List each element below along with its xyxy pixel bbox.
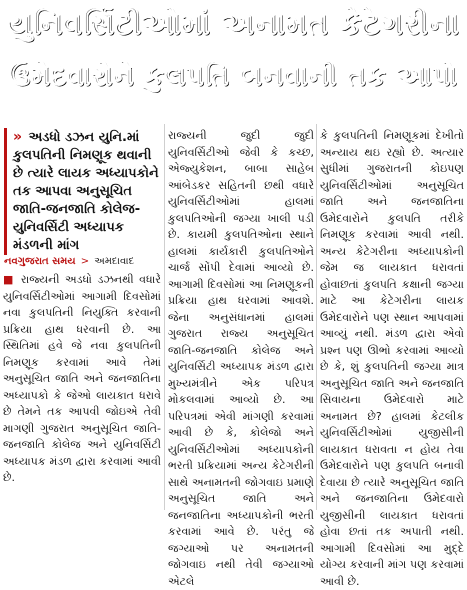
headline-line-1: યુનિવર્સિટીઓમાં અનામત કેટેગરીના xyxy=(7,7,460,42)
deck-summary xyxy=(4,128,163,255)
article-column-1 xyxy=(3,272,161,510)
byline xyxy=(4,256,162,267)
deck-text: અડધો ડઝન યુનિ.માં કુલપતિની નિમણૂક થવાની છે ત્યારે લાયક અધ્યાપકોને તક આપવા અનુસૂચિત જાતિ-જનજાતિ કોલેજ-યુનિવર્સિટી અધ્યાપક મંડળની માંગ xyxy=(13,130,159,253)
bullet-icon: ■ xyxy=(3,273,16,286)
column-3-text: કે કુલપતિની નિમણૂકમાં દેખીતો અન્યાય થઇ રહ્યો છે. અત્યાર સુધીમાં ગુજરાતની કોઇપણ યુનિવર્સિટીઓમાં અનુસૂચિત જાતિ અને જનજાતિના ઉમેદવારોને કુલપતિ તરીકે નિમણૂક કરવામાં આવી નથી. અન્ય કેટેગરીના અધ્યાપકોની જેમ જ લાયકાત ધરાવતાં હોવાછતાં કુલપતિ કક્ષાની જગ્યા માટે આ કેટેગરીના લાયક ઉમેદવારોને પણ સ્થાન આપવામાં આવ્યું નથી. મંડળ દ્વારા એવો પ્રશ્ન પણ ઊભો કરવામાં આવ્યો છે કે, શું કુલપતિની જગ્યા માત્ર અનુસૂચિત જાતિ અને જનજાતિ સિવાયના ઉમેદવારો માટે અનામત છે? હાલમાં કેટલીક યુનિવર્સિટીઓમાં યુજીસીની લાયકાત ધરાવતા ન હોય તેવા ઉમેદવારોને પણ કુલપતિ બનાવી દેવાયા છે ત્યારે અનુસૂચિત જાતિ અને જનજાતિના ઉમેદવારો યુજીસીની લાયકાત ધરાવતાં હોવા છતાં તક અપાતી નથી. આગામી દિવસોમાં આ મુદ્દે યોગ્ય કરવાની માંગ પણ કરવામાં આવી છે. xyxy=(320,129,464,588)
column-divider xyxy=(164,124,165,510)
article-column-2 xyxy=(168,128,314,588)
byline-brand: નવગુજરાત સમય xyxy=(4,256,76,267)
column-divider xyxy=(316,124,317,510)
headline xyxy=(2,2,465,100)
article-column-3 xyxy=(320,128,464,588)
headline-line-2: ઉમેદવારોને કુલપતિ બનવાની તક આપો xyxy=(9,61,458,92)
column-2-text: રાજ્યની જુદી જુદી યુનિવર્સિટીઓ જેવી કે કચ્છ, એજ્યુકેશન, બાબા સાહેબ આંબેડકર સહિતની છથી વધારે યુનિવર્સિટીઓમાં હાલમાં કુલપતિઓની જગ્યા ખાલી પડી છે. કાયમી કુલપતિઓના સ્થાને હાલમાં કાર્યકારી કુલપતિઓને ચાર્જ સોંપી દેવામાં આવ્યો છે. આગામી દિવસોમાં આ નિમણૂકની પ્રક્રિયા હાથ ધરવામાં આવશે. જેના અનુસંધાનમાં હાલમાં ગુજરાત રાજ્ય અનુસૂચિત જાતિ-જનજાતિ કોલેજ અને યુનિવર્સિટી અધ્યાપક મંડળ દ્વારા મુખ્યમંત્રીને એક પરિપત્ર મોકલવામાં આવ્યો છે. આ પરિપત્રમાં એવી માંગણી કરવામાં આવી છે કે, કોલેજો અને યુનિવર્સિટીઓમાં અધ્યાપકોની ભરતી પ્રક્રિયામાં અન્ય કેટેગરીની સાથે અનામતની જોગવાઇ પ્રમાણે અનુસૂચિત જાતિ અને જનજાતિના અધ્યાપકોની ભરતી કરવામાં આવે છે. પરંતુ જે જગ્યાઓ પર અનામતની જોગવાઇ નથી તેવી જગ્યાઓ એટલે xyxy=(168,129,314,588)
byline-city: અમદાવાદ xyxy=(94,256,135,267)
column-1-text: રાજ્યની અડધો ડઝનથી વધારે યુનિવર્સિટીઓમાં આગામી દિવસોમાં નવા કુલપતિની નિયુક્તિ કરવાની પ્રક્રિયા હાથ ધરવાની છે. આ સ્થિતિમાં હવે જે નવા કુલપતિની નિમણૂક કરવામાં આવે તેમાં અનુસૂચિત જાતિ અને જનજાતિના અધ્યાપકો કે જેઓ લાયકાત ધરાવે છે તેમને તક આપવી જોઇએ તેવી માગણી ગુજરાત અનુસૂચિત જાતિ-જનજાતિ કોલેજ અને યુનિવર્સિટી અધ્યાપક મંડળ દ્વારા કરવામાં આવી છે. xyxy=(3,273,161,484)
deck-marker: » xyxy=(13,129,23,145)
byline-separator: > xyxy=(80,256,90,267)
